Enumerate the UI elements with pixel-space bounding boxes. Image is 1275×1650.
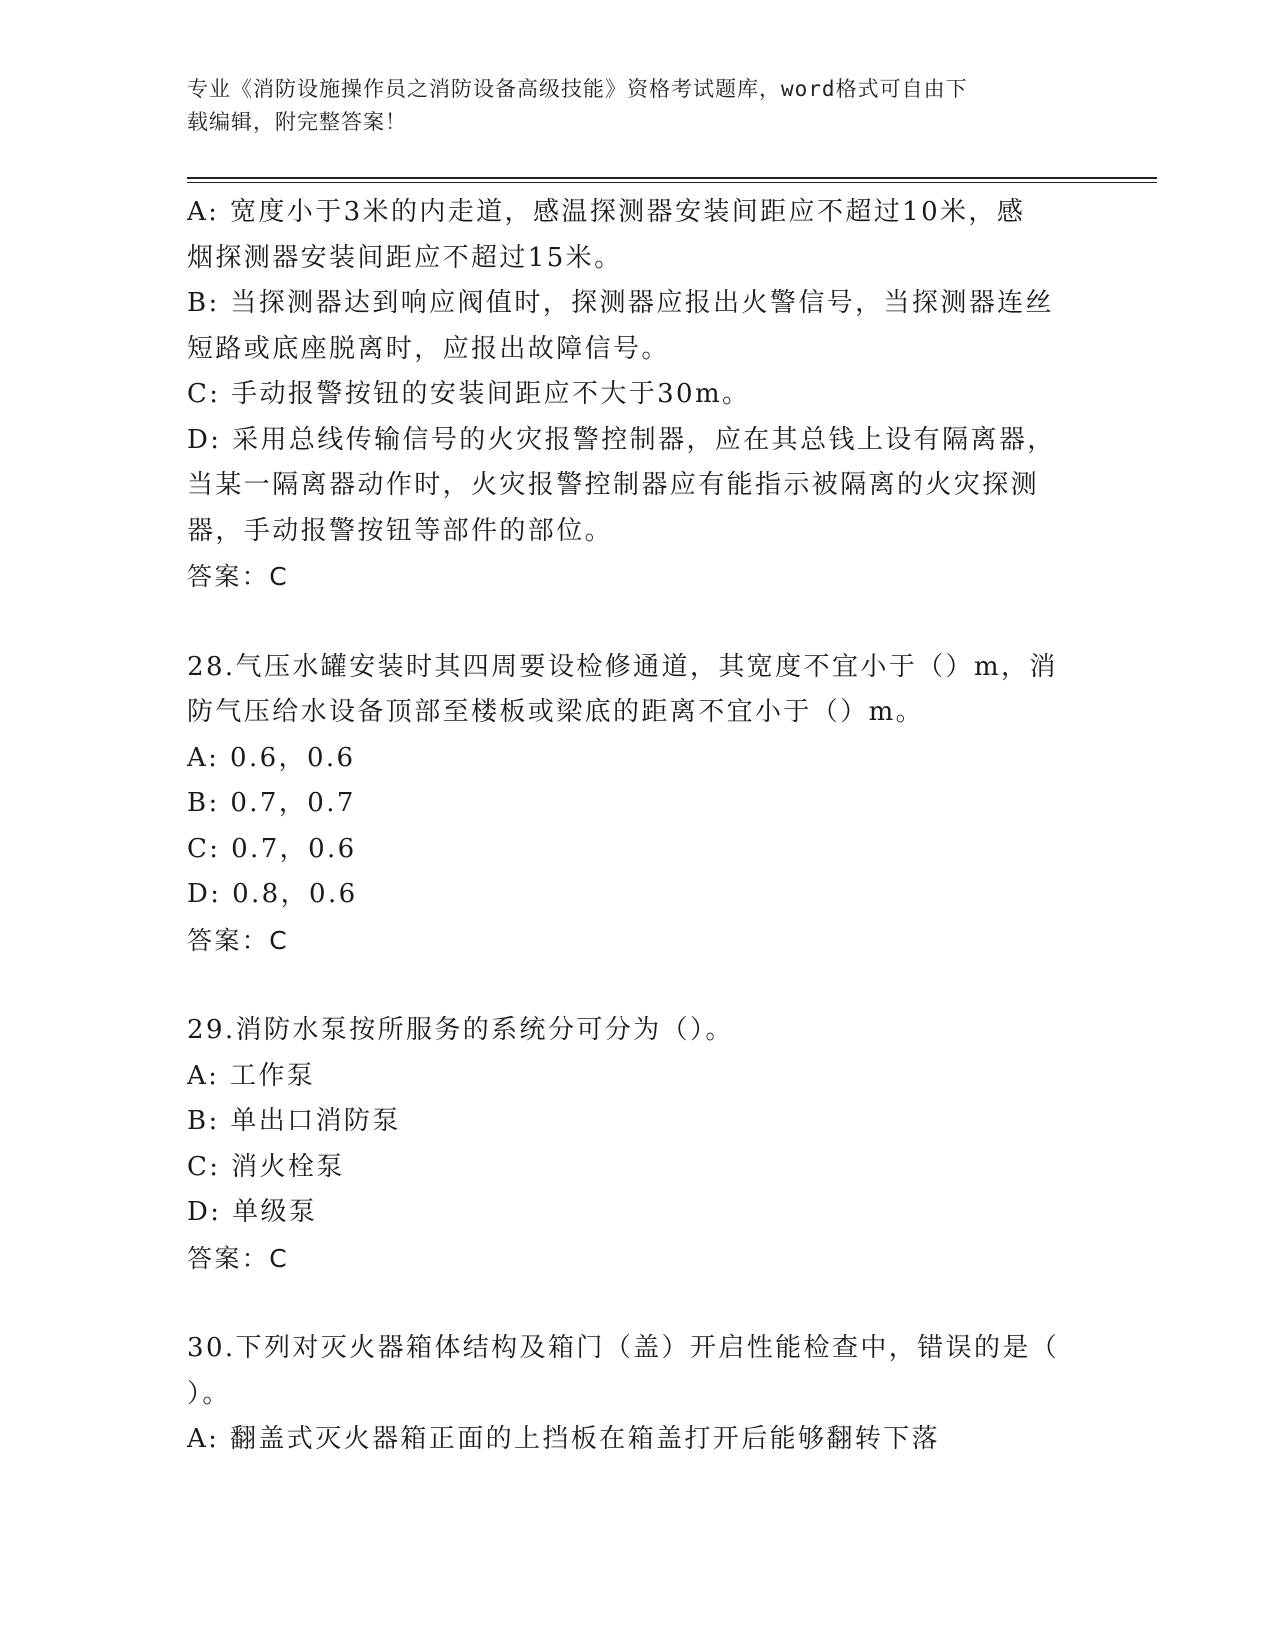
question-27-options bbox=[187, 190, 1087, 600]
header-line-1: 专业《消防设施操作员之消防设备高级技能》资格考试题库，word格式可自由下 bbox=[187, 77, 968, 101]
header-divider-thick bbox=[187, 177, 1157, 179]
question-stem: 29.消防水泵按所服务的系统分可分为（）。 bbox=[187, 1015, 734, 1045]
option-c: C: 0.7，0.6 bbox=[187, 833, 357, 864]
question-30 bbox=[187, 1326, 1087, 1463]
option-c: C: 手动报警按钮的安装间距应不大于30m。 bbox=[187, 379, 751, 409]
option-b: B: 单出口消防泵 bbox=[187, 1106, 401, 1136]
option-a: A: 工作泵 bbox=[187, 1060, 316, 1091]
option-c: C: 消火栓泵 bbox=[187, 1151, 345, 1182]
question-29 bbox=[187, 1008, 1087, 1281]
question-stem-line-1: 28.气压水罐安装时其四周要设检修通道，其宽度不宜小于（）m，消 bbox=[187, 651, 1058, 682]
question-stem-line-1: 30.下列对灭火器箱体结构及箱门（盖）开启性能检查中，错误的是（ bbox=[187, 1333, 1060, 1363]
question-stem-line-2: ）。 bbox=[187, 1378, 231, 1409]
option-d-line-2: 当某一隔离器动作时，火灾报警控制器应有能指示被隔离的火灾探测 bbox=[187, 470, 1040, 500]
option-b: B: 0.7，0.7 bbox=[187, 788, 356, 818]
document-body bbox=[187, 190, 1087, 1463]
option-b-line-2: 短路或底座脱离时，应报出故障信号。 bbox=[187, 333, 670, 364]
option-d: D: 0.8，0.6 bbox=[187, 879, 358, 909]
answer: 答案：C bbox=[187, 1243, 290, 1273]
header-divider-thin bbox=[187, 182, 1157, 183]
option-d-line-3: 器，手动报警按钮等部件的部位。 bbox=[187, 515, 614, 546]
document-header bbox=[187, 73, 1087, 139]
answer: 答案：C bbox=[187, 562, 290, 591]
header-line-2: 载编辑，附完整答案！ bbox=[187, 110, 407, 134]
option-b-line-1: B: 当探测器达到响应阀值时，探测器应报出火警信号，当探测器连丝 bbox=[187, 288, 1054, 318]
option-a: A: 翻盖式灭火器箱正面的上挡板在箱盖打开后能够翻转下落 bbox=[187, 1424, 941, 1454]
option-a: A: 0.6，0.6 bbox=[187, 742, 356, 773]
option-d-line-1: D: 采用总线传输信号的火灾报警控制器，应在其总钱上设有隔离器， bbox=[187, 424, 1056, 455]
option-d: D: 单级泵 bbox=[187, 1197, 318, 1227]
question-28 bbox=[187, 645, 1087, 964]
answer: 答案：C bbox=[187, 925, 290, 955]
option-a-line-2: 烟探测器安装间距应不超过15米。 bbox=[187, 242, 623, 273]
question-stem-line-2: 防气压给水设备顶部至楼板或梁底的距离不宜小于（）m。 bbox=[187, 697, 925, 727]
option-a-line-1: A: 宽度小于3米的内走道，感温探测器安装间距应不超过10米，感 bbox=[187, 197, 1026, 227]
